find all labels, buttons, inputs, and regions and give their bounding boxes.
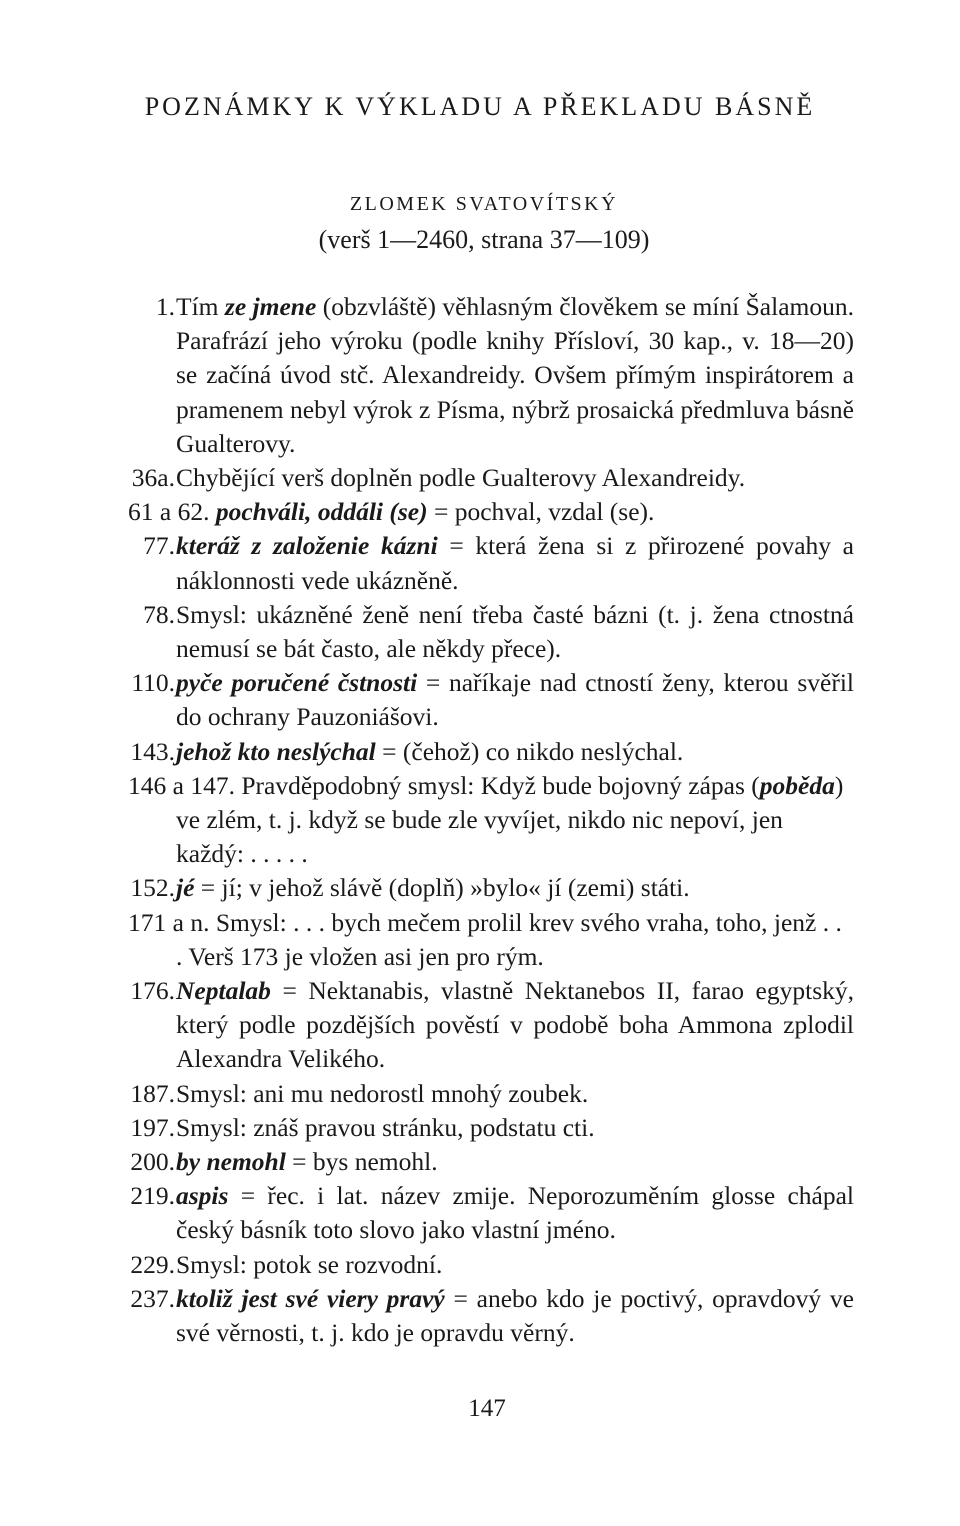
note-text-run: Smysl: ukázněné ženě není třeba časté bázni (t. j. žena ctnostná nemusí se bát často, ale někdy přece). (176, 599, 854, 664)
note-cited-phrase: kteráž z založenie kázni (176, 531, 438, 561)
running-header: POZNÁMKY K VÝKLADU A PŘEKLADU BÁSNĚ (144, 92, 816, 121)
note-entry (128, 1145, 854, 1179)
note-text (176, 771, 843, 868)
note-text (176, 461, 854, 495)
note-text (176, 529, 854, 597)
note-verse-number: 187. (130, 1078, 175, 1108)
note-verse-number: 197. (130, 1112, 175, 1142)
note-entry (128, 974, 854, 1077)
note-entry (128, 1282, 854, 1350)
note-text-run: Smysl: . . . bych mečem prolil krev svého vraha, toho, jenž . . . Verš 173 je vložen asi jen pro rým. (176, 907, 842, 971)
note-entry (128, 461, 854, 495)
note-cited-phrase: ktoliž jest své viery pravý (176, 1283, 445, 1313)
note-text (176, 1077, 854, 1111)
note-text (176, 908, 842, 971)
note-text-run: Smysl: ani mu nedorostl mnohý zoubek. (176, 1078, 589, 1108)
note-verse-number: 110. (131, 668, 175, 698)
note-text-run: (obzvláště) věhlasným člověkem se míní Šalamoun. Parafrází jeho výroku (podle knihy Přísloví, 30 kap., v. 18—20) se začíná úvod stč. Alexandreidy. Ovšem přímým inspirátorem a pramenem nebyl výrok z Písma, nýbrž prosaická předmluva básně Gualterovy. (176, 292, 854, 458)
note-entry (128, 495, 854, 529)
note-entry (128, 290, 854, 461)
note-verse-number: 146 a 147. (128, 770, 235, 800)
note-verse-number: 176. (130, 976, 175, 1006)
note-text (176, 871, 854, 905)
note-entry (128, 906, 854, 974)
note-cited-phrase: by nemohl (176, 1147, 286, 1177)
note-text-run: = bys nemohl. (285, 1147, 438, 1177)
note-verse-number: 77. (143, 531, 175, 561)
note-entry (128, 1111, 854, 1145)
note-entry (128, 529, 854, 597)
note-verse-number: 78. (143, 599, 175, 629)
note-verse-number: 1. (155, 292, 175, 321)
note-cited-phrase: Neptalab (176, 976, 271, 1006)
note-text-run: = anebo kdo je poctivý, opravdový ve své věrnosti, t. j. kdo je opravdu věrný. (176, 1283, 854, 1348)
note-text (176, 1282, 854, 1350)
note-entry (128, 769, 854, 872)
note-text-run: = která žena si z přirozené povahy a náklonnosti vede ukázněně. (176, 531, 854, 595)
note-text (176, 1248, 854, 1282)
note-text (176, 290, 854, 461)
note-cited-phrase: poběda (759, 770, 835, 800)
note-text-run: Smysl: znáš pravou stránku, podstatu cti. (176, 1112, 595, 1142)
note-text-run: Smysl: potok se rozvodní. (176, 1249, 443, 1279)
note-entry (128, 1077, 854, 1111)
note-verse-number: 36a. (131, 463, 175, 493)
note-text (176, 735, 854, 769)
note-text (176, 666, 854, 734)
note-verse-number: 237. (130, 1283, 175, 1313)
note-text (176, 1111, 854, 1145)
note-text-run: = jí; v jehož slávě (doplň) »bylo« jí (zemi) státi. (194, 873, 690, 903)
note-verse-number: 171 a n. (128, 907, 210, 937)
section-range: (verš 1—2460, strana 37—109) (318, 225, 650, 254)
note-verse-number: 152. (130, 873, 175, 903)
notes-list (128, 290, 854, 1350)
note-entry (128, 1179, 854, 1247)
note-cited-phrase: jé (176, 873, 195, 903)
note-text-run: ) ve zlém, t. j. když se bude zle vyvíjet, nikdo nic nepoví, jen každý: . . . . . (176, 770, 844, 869)
note-verse-number: 61 a 62. (128, 497, 210, 527)
note-text-run: = (čehož) co nikdo neslýchal. (375, 736, 684, 766)
note-cited-phrase: pochváli, oddáli (se) (215, 497, 428, 527)
note-text-run: = Nektanabis, vlastně Nektanebos II, farao egyptský, který podle pozdějších pověstí v podobě boha Ammona zplodil Alexandra Velikého. (176, 976, 854, 1074)
section-title: ZLOMEK SVATOVÍTSKÝ (349, 193, 619, 215)
note-verse-number: 200. (130, 1147, 175, 1177)
note-text-run: Pravděpodobný smysl: Když bude bojovný zápas ( (241, 770, 760, 800)
note-text (176, 974, 854, 1077)
note-entry (128, 666, 854, 734)
note-text (176, 598, 854, 666)
note-text-run: Chybějící verš doplněn podle Gualterovy Alexandreidy. (176, 463, 746, 493)
note-entry (128, 735, 854, 769)
note-text (176, 1179, 854, 1247)
page-number: 147 (468, 1395, 506, 1422)
note-entry (128, 598, 854, 666)
note-cited-phrase: ze jmene (224, 292, 317, 321)
note-text (216, 497, 655, 526)
note-verse-number: 143. (130, 736, 175, 766)
note-text (176, 1145, 854, 1179)
note-text-run: = pochval, vzdal (se). (427, 497, 655, 527)
note-entry (128, 871, 854, 905)
note-text-run: Tím (176, 292, 225, 321)
note-cited-phrase: jehož kto neslýchal (176, 736, 376, 766)
note-cited-phrase: pyče poručené čstnosti (176, 668, 418, 698)
note-verse-number: 229. (130, 1249, 175, 1279)
note-text-run: = naříkaje nad ctností ženy, kterou svěřil do ochrany Pauzoniášovi. (176, 668, 854, 732)
note-text-run: = řec. i lat. název zmije. Neporozuměním glosse chápal český básník toto slovo jako vlastní jméno. (176, 1181, 854, 1245)
note-verse-number: 219. (130, 1181, 175, 1211)
note-entry (128, 1248, 854, 1282)
note-cited-phrase: aspis (176, 1181, 229, 1211)
